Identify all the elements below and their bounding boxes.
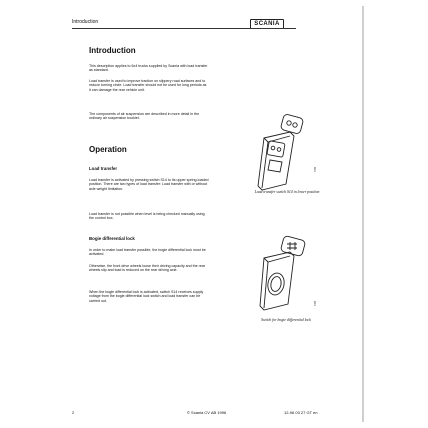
- bogie-lock-switch-figure: [234, 234, 324, 318]
- doc-code: 12-96 03 27 GT en: [284, 410, 318, 415]
- intro-title: Introduction: [89, 46, 136, 55]
- copyright: © Scania CV AB 1996: [187, 410, 227, 415]
- exclaim-mark-1: !: [314, 167, 316, 174]
- exclaim-mark-2: !: [314, 301, 316, 308]
- bogie-lock-heading: Bogie differential lock: [89, 236, 135, 241]
- load-transfer-heading: Load transfer: [89, 166, 118, 171]
- bogie-paragraph-1: In order to make load transfer possible, the bogie differential lock must be activated.: [89, 248, 206, 257]
- page-edge: [362, 6, 364, 422]
- intro-paragraph-1: This description applies to 6x4 trucks supplied by Scania with load transfer as standard.: [89, 64, 208, 73]
- intro-paragraph-3: The components of air suspension are described in more detail in the ordinary air suspension booklet.: [89, 112, 200, 121]
- intro-paragraph-2: Load transfer is used to improve traction on slippery road surfaces and to reduce turning circle. Load transfer should not be used for long periods as it can damage the rear vehicle unit.: [89, 79, 207, 92]
- load-transfer-switch-figure: [234, 112, 324, 196]
- load-transfer-paragraph-2: Load transfer is not possible when level is being checked manually using the control box.: [89, 212, 205, 221]
- bogie-paragraph-3: When the bogie differential lock is activated, switch S14 receives supply voltage from the bogie differential lock switch and load transfer can be carried out.: [89, 290, 204, 303]
- figure-1-caption: Load transfer switch S14 in lower position: [254, 190, 320, 194]
- document-page: [62, 8, 362, 420]
- header-section-title: Introduction: [72, 19, 99, 25]
- header-rule: [72, 28, 296, 29]
- figure-2-caption: Switch for bogie differential lock: [261, 318, 311, 322]
- page-header: [72, 18, 296, 30]
- scania-logo: SCANIA: [250, 19, 284, 29]
- page-number: 2: [72, 410, 75, 415]
- operation-title: Operation: [89, 145, 127, 154]
- load-transfer-paragraph-1: Load transfer is activated by pressing switch S14 to its upper spring-loaded position. There are two types of load transfer: Load transfer with or without axle weight limitation.: [89, 178, 209, 191]
- bogie-paragraph-2: Otherwise, the front drive wheels loose their driving capacity and the rear wheels slip and load is reduced on the rear driving axle.: [89, 264, 206, 273]
